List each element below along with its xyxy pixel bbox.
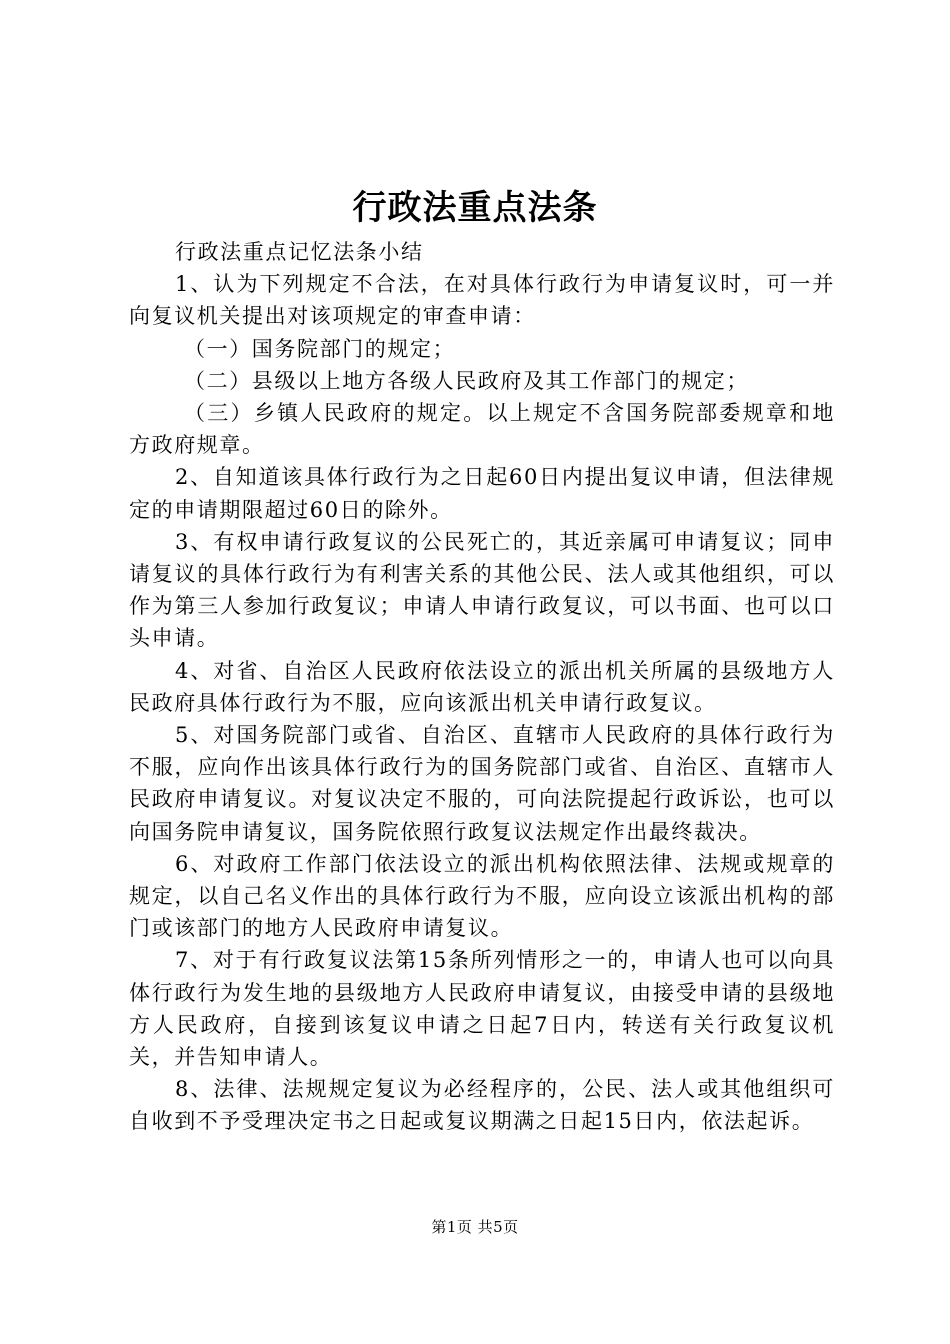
article-8: 8、法律、法规规定复议为必经程序的，公民、法人或其他组织可自收到不予受理决定书之日起或复议期满之日起15日内，依法起诉。 <box>129 1077 835 1134</box>
article-2: 2、自知道该具体行政行为之日起60日内提出复议申请，但法律规定的申请期限超过60日的除外。 <box>129 465 835 522</box>
article-7: 7、对于有行政复议法第15条所列情形之一的，申请人也可以向具体行政行为发生地的县级地方人民政府申请复议，由接受申请的县级地方人民政府，自接到该复议申请之日起7日内，转送有关行政复议机关，并告知申请人。 <box>129 948 835 1070</box>
document-body <box>129 236 835 1138</box>
summary-heading: 行政法重点记忆法条小结 <box>175 240 424 264</box>
article-4: 4、对省、自治区人民政府依法设立的派出机关所属的县级地方人民政府具体行政行为不服，应向该派出机关申请行政复议。 <box>129 658 835 715</box>
article-1-item-3: （三）乡镇人民政府的规定。以上规定不含国务院部委规章和地方政府规章。 <box>129 401 835 458</box>
article-1-item-2: （二）县级以上地方各级人民政府及其工作部门的规定； <box>184 368 749 393</box>
page-footer: 第1页 共5页 <box>431 1218 519 1236</box>
article-6: 6、对政府工作部门依法设立的派出机构依照法律、法规或规章的规定，以自己名义作出的具体行政行为不服，应向设立该派出机构的部门或该部门的地方人民政府申请复议。 <box>129 851 835 941</box>
article-5: 5、对国务院部门或省、自治区、直辖市人民政府的具体行政行为不服，应向作出该具体行政行为的国务院部门或省、自治区、直辖市人民政府申请复议。对复议决定不服的，可向法院提起行政诉讼，也可以向国务院申请复议，国务院依照行政复议法规定作出最终裁决。 <box>129 723 835 844</box>
article-1-item-1: （一）国务院部门的规定； <box>184 336 456 361</box>
article-3: 3、有权申请行政复议的公民死亡的，其近亲属可申请复议；同申请复议的具体行政行为有利害关系的其他公民、法人或其他组织，可以作为第三人参加行政复议；申请人申请行政复议，可以书面、也可以口头申请。 <box>129 529 835 651</box>
article-1: 1、认为下列规定不合法，在对具体行政行为申请复议时，可一并向复议机关提出对该项规定的审查申请： <box>129 272 835 329</box>
document-title: 行政法重点法条 <box>352 188 598 228</box>
